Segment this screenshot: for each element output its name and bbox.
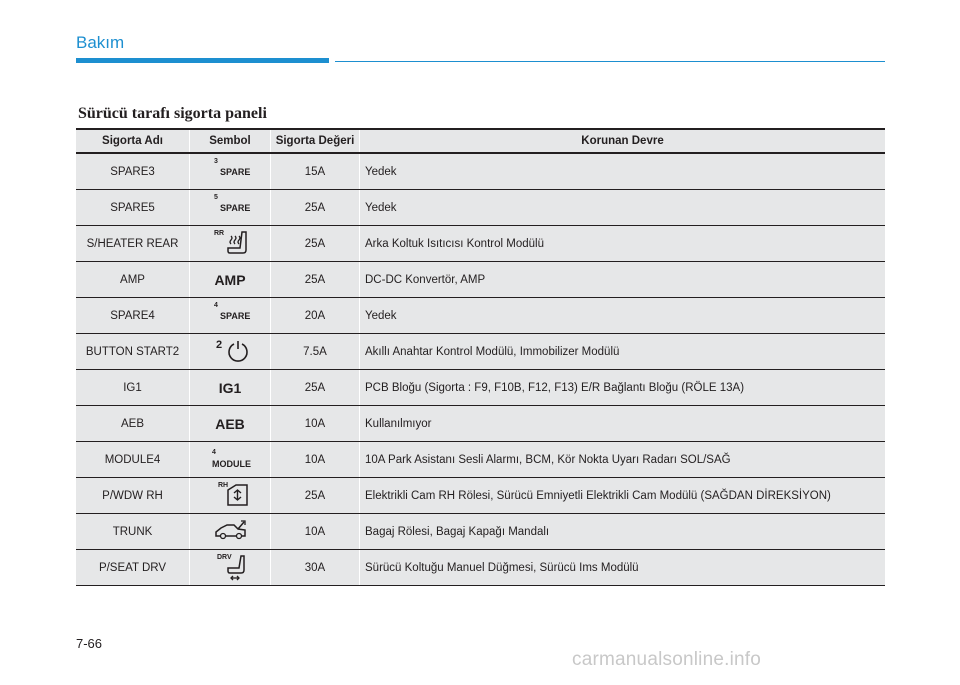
table-header-row [76, 129, 885, 153]
fuse-symbol [190, 298, 271, 334]
fuse-symbol [190, 153, 271, 190]
fuse-circuit: Bagaj Rölesi, Bagaj Kapağı Mandalı [360, 514, 886, 550]
fuse-symbol [190, 550, 271, 586]
table-row [76, 262, 885, 298]
symbol-superscript: 5 [214, 194, 218, 201]
fuse-name: BUTTON START2 [76, 334, 190, 370]
fuse-circuit: DC-DC Konvertör, AMP [360, 262, 886, 298]
table-row [76, 478, 885, 514]
fuse-rating: 10A [271, 442, 360, 478]
table-row [76, 550, 885, 586]
fuse-name: AMP [76, 262, 190, 298]
symbol-superscript: 4 [214, 302, 218, 309]
fuse-rating: 25A [271, 190, 360, 226]
fuse-name: P/SEAT DRV [76, 550, 190, 586]
symbol-superscript: DRV [217, 554, 232, 561]
fuse-symbol [190, 334, 271, 370]
fuse-name: IG1 [76, 370, 190, 406]
table-row [76, 442, 885, 478]
fuse-circuit: PCB Bloğu (Sigorta : F9, F10B, F12, F13) E/R Bağlantı Bloğu (RÖLE 13A) [360, 370, 886, 406]
table-row [76, 190, 885, 226]
fuse-name: S/HEATER REAR [76, 226, 190, 262]
fuse-circuit: Sürücü Koltuğu Manuel Düğmesi, Sürücü Ims Modülü [360, 550, 886, 586]
fuse-symbol [190, 190, 271, 226]
fuse-circuit: Yedek [360, 190, 886, 226]
fuse-symbol [190, 370, 271, 406]
table-row [76, 370, 885, 406]
col-header-symbol: Sembol [190, 129, 271, 153]
symbol-superscript: 4 [212, 449, 216, 456]
table-row [76, 153, 885, 190]
symbol-superscript: RR [214, 230, 225, 237]
fuse-circuit: Elektrikli Cam RH Rölesi, Sürücü Emniyetli Elektrikli Cam Modülü (SAĞDAN DİREKSİYON) [360, 478, 886, 514]
fuse-rating: 15A [271, 153, 360, 190]
fuse-circuit: 10A Park Asistanı Sesli Alarmı, BCM, Kör Nokta Uyarı Radarı SOL/SAĞ [360, 442, 886, 478]
fuse-name: MODULE4 [76, 442, 190, 478]
fuse-name: TRUNK [76, 514, 190, 550]
seat-heater-icon [226, 230, 248, 256]
page-number: 7-66 [76, 636, 103, 651]
fuse-rating: 25A [271, 370, 360, 406]
fuse-rating: 25A [271, 226, 360, 262]
panel-title: Sürücü tarafı sigorta paneli [78, 105, 267, 122]
fuse-rating: 25A [271, 478, 360, 514]
symbol-superscript: RH [218, 482, 229, 489]
power-seat-icon [226, 554, 248, 582]
fuse-rating: 25A [271, 262, 360, 298]
table-row [76, 226, 885, 262]
section-title: Bakım [76, 33, 125, 52]
table-row [76, 334, 885, 370]
fuse-symbol [190, 514, 271, 550]
symbol-superscript: 3 [214, 158, 218, 165]
fuse-circuit: Arka Koltuk Isıtıcısı Kontrol Modülü [360, 226, 886, 262]
symbol-text: MODULE [212, 459, 251, 469]
col-header-name: Sigorta Adı [76, 129, 190, 153]
symbol-text: SPARE [220, 311, 251, 321]
fuse-symbol [190, 406, 271, 442]
table-row [76, 406, 885, 442]
fuse-circuit: Yedek [360, 298, 886, 334]
fuse-symbol [190, 262, 271, 298]
symbol-text: IG1 [218, 380, 242, 396]
symbol-text: SPARE [220, 203, 251, 213]
fuse-rating: 30A [271, 550, 360, 586]
symbol-text: AMP [214, 272, 246, 288]
fuse-name: AEB [76, 406, 190, 442]
table-row [76, 298, 885, 334]
fuse-name: SPARE5 [76, 190, 190, 226]
table-row [76, 514, 885, 550]
fuse-circuit: Yedek [360, 153, 886, 190]
start-button-icon [226, 338, 250, 364]
fuse-circuit: Kullanılmıyor [360, 406, 886, 442]
fuse-name: P/WDW RH [76, 478, 190, 514]
fuse-circuit: Akıllı Anahtar Kontrol Modülü, Immobilizer Modülü [360, 334, 886, 370]
fuse-symbol [190, 478, 271, 514]
symbol-text: SPARE [220, 167, 251, 177]
fuse-name: SPARE4 [76, 298, 190, 334]
fuse-name: SPARE3 [76, 153, 190, 190]
fuse-rating: 10A [271, 514, 360, 550]
col-header-amp: Sigorta Değeri [271, 129, 360, 153]
watermark: carmanualsonline.info [572, 649, 762, 670]
fuse-rating: 7.5A [271, 334, 360, 370]
fuse-rating: 20A [271, 298, 360, 334]
fuse-symbol [190, 226, 271, 262]
trunk-icon [214, 518, 248, 544]
fuse-symbol [190, 442, 271, 478]
symbol-superscript: 2 [216, 339, 223, 351]
fuse-rating: 10A [271, 406, 360, 442]
col-header-circuit: Korunan Devre [360, 129, 886, 153]
symbol-text: AEB [215, 416, 245, 432]
power-window-icon [226, 482, 250, 508]
header-rule-thin [335, 61, 885, 62]
header-rule-thick [76, 58, 329, 63]
fuse-table [76, 128, 885, 586]
